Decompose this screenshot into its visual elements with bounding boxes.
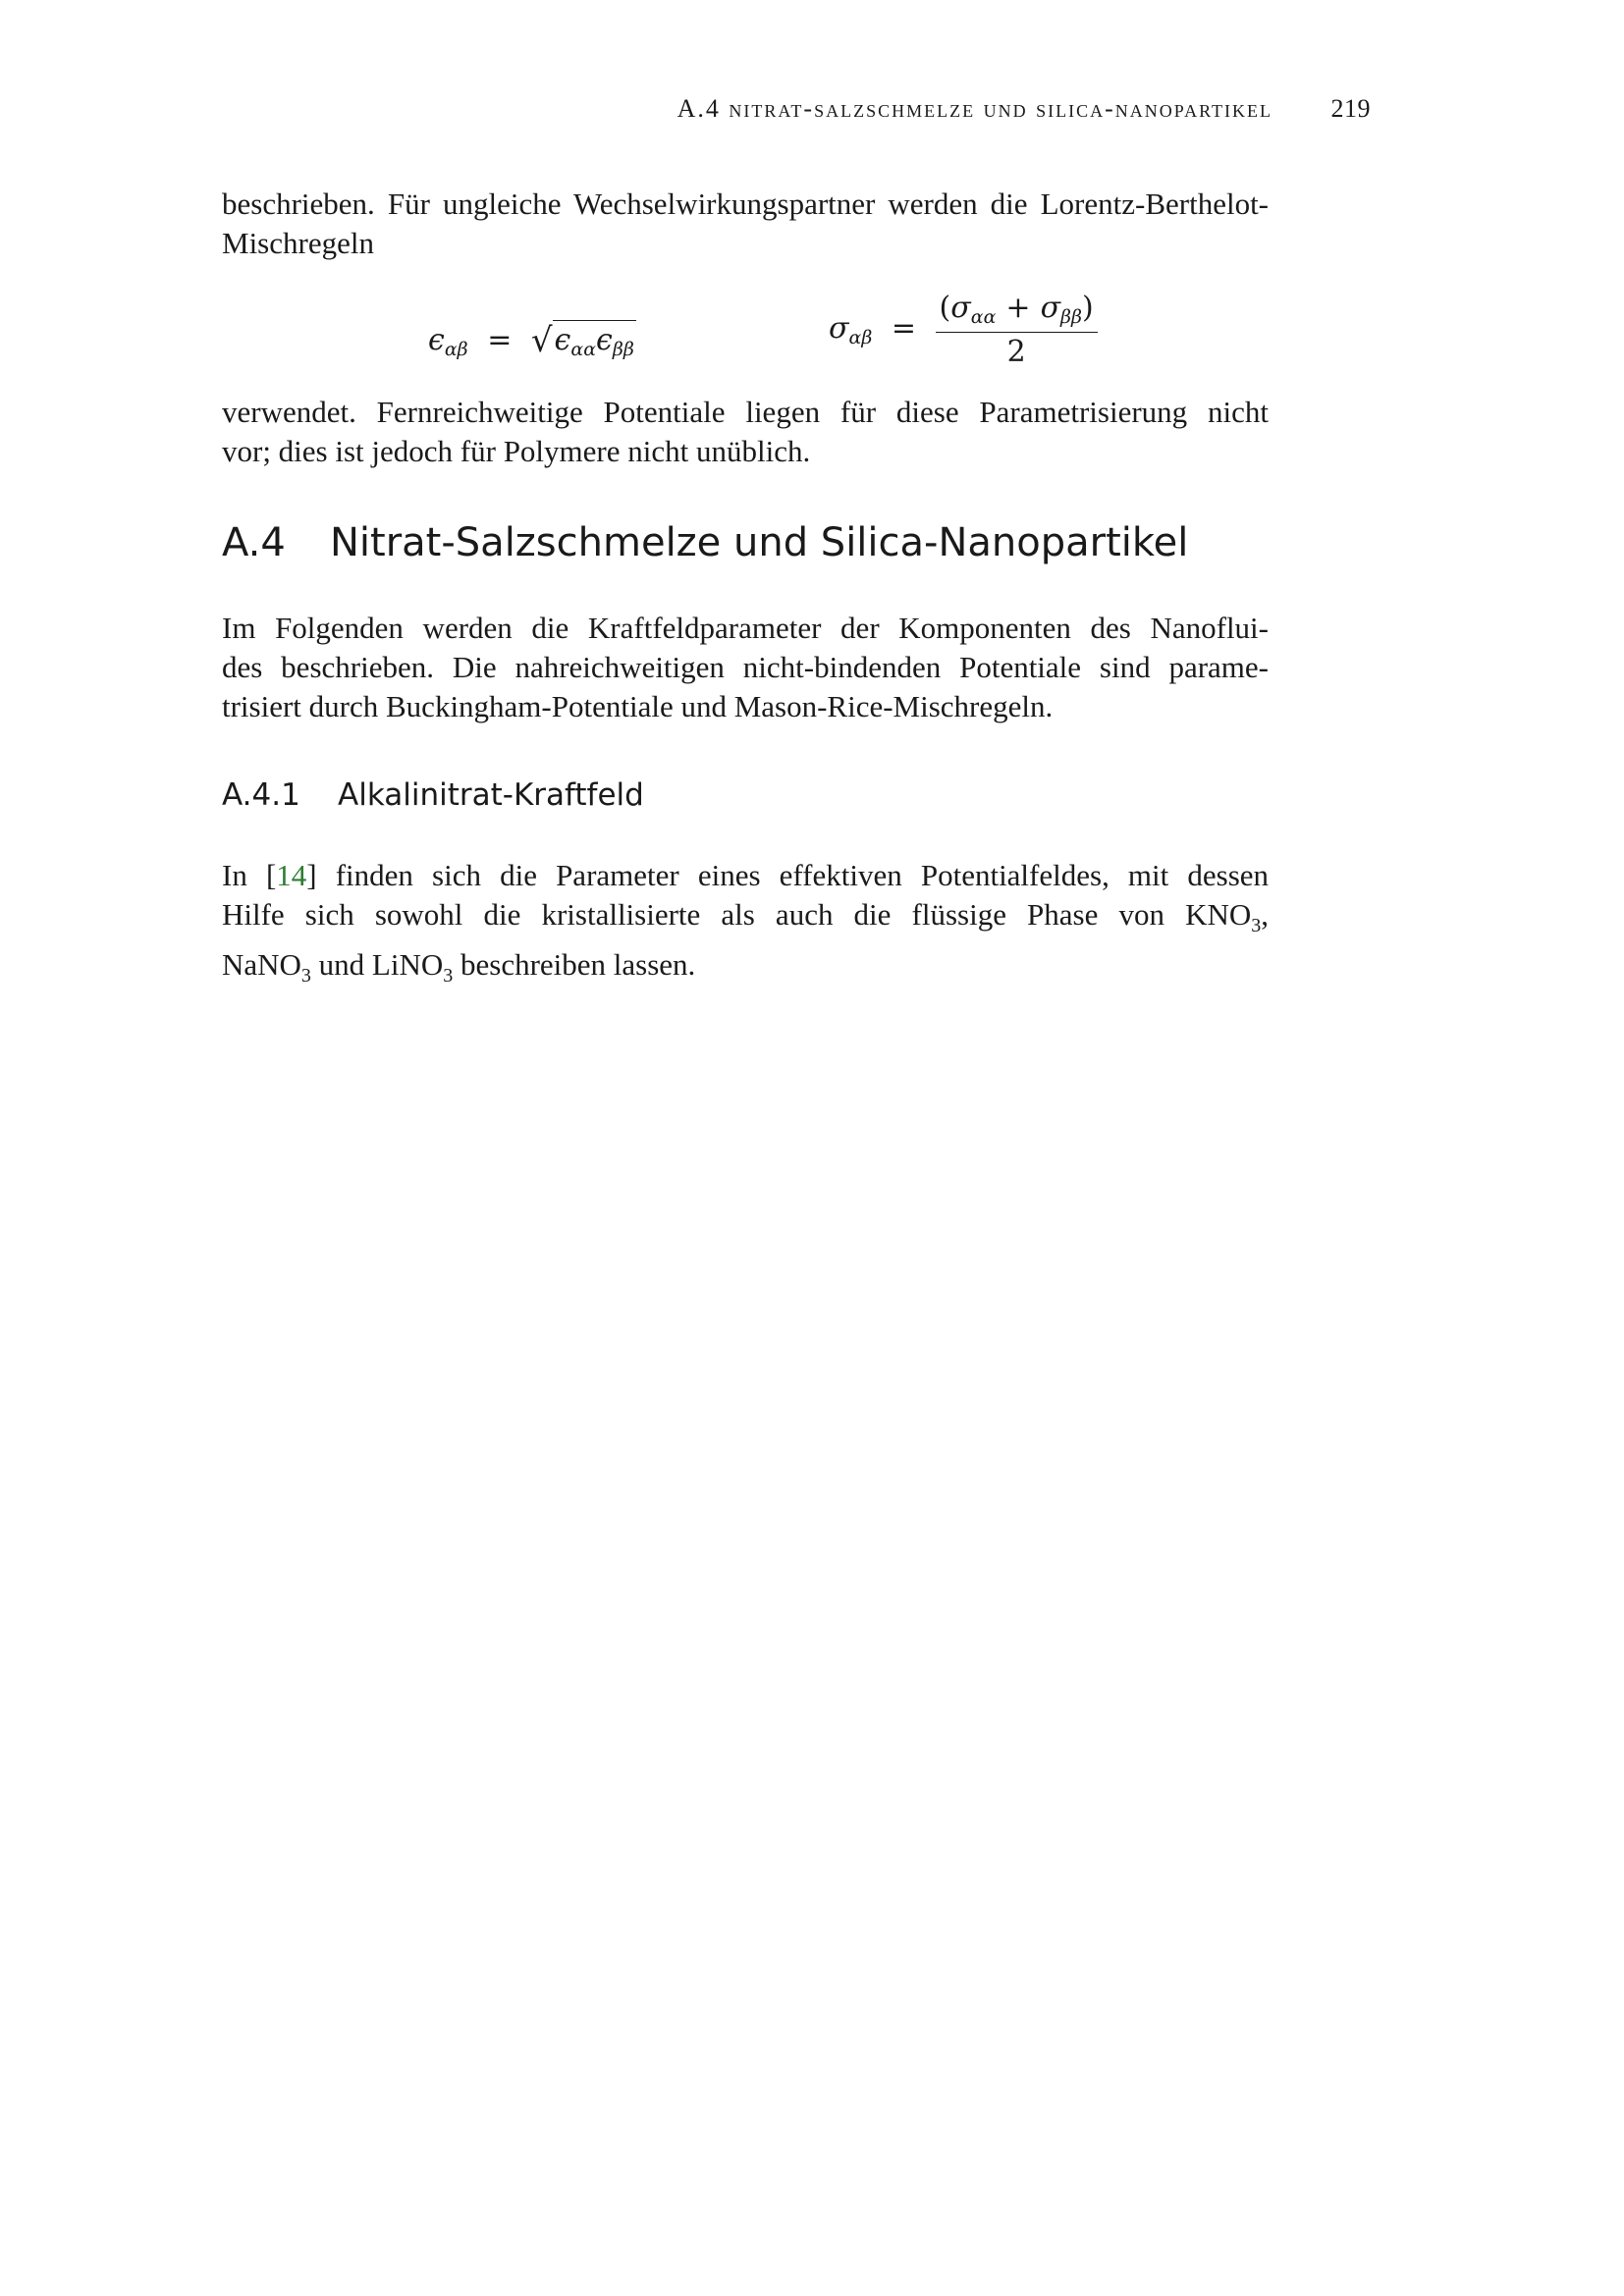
running-header-section-title: nitrat-salzschmelze und silica-nanopartikel	[729, 94, 1272, 123]
paragraph-3-line-2: des beschrieben. Die nahreichweitigen nicht-bindenden Potentiale sind parame-	[222, 650, 1269, 684]
eq1-radicand-a-sub: αα	[570, 339, 597, 360]
p4-l1-text-b: finden sich die Parameter eines effektiven Potentialfeldes, mit dessen	[335, 858, 1270, 892]
equation-block	[222, 291, 1269, 379]
eq2-num-a: σ	[950, 291, 971, 325]
eq1-sqrt	[531, 320, 636, 360]
paragraph-4-line-1	[222, 856, 1269, 895]
paragraph-1-line-2: Mischregeln	[222, 226, 374, 260]
subsection-title: Alkalinitrat-Kraftfeld	[338, 777, 644, 813]
eq2-num-b-sub: ββ	[1060, 306, 1083, 328]
sqrt-radical-icon: √	[530, 321, 553, 360]
eq2-fraction	[936, 291, 1098, 369]
equation-epsilon	[428, 320, 636, 360]
paragraph-2-line-2: vor; dies ist jedoch für Polymere nicht unüblich.	[222, 434, 811, 468]
section-heading	[222, 520, 1188, 565]
paragraph-3	[222, 609, 1269, 726]
paragraph-2	[222, 393, 1269, 471]
p4-l3-sub2: 3	[443, 965, 454, 987]
eq2-num-a-sub: αα	[970, 306, 997, 328]
p4-l3-nano: NaNO	[222, 947, 301, 982]
paragraph-4	[222, 856, 1269, 995]
eq2-numerator	[936, 291, 1098, 333]
running-header-title	[677, 94, 1272, 124]
running-header-section-number: A.4	[677, 94, 721, 123]
eq1-equals: =	[487, 323, 513, 357]
section-title: Nitrat-Salzschmelze und Silica-Nanopartikel	[330, 520, 1189, 565]
equation-sigma	[829, 291, 1098, 369]
p4-l2-text-a: Hilfe sich sowohl die kristallisierte als auch die flüssige Phase von KNO	[222, 897, 1252, 932]
eq1-lhs: ϵ	[428, 323, 445, 357]
eq2-paren-close: )	[1082, 291, 1094, 325]
eq2-denominator: 2	[1006, 335, 1026, 369]
citation-bracket-open: [	[265, 858, 277, 892]
p4-l3-rest: beschreiben lassen.	[460, 947, 696, 982]
eq1-radicand-a: ϵ	[554, 323, 571, 357]
eq2-lhs: σ	[829, 311, 849, 346]
paragraph-3-line-3: trisiert durch Buckingham-Potentiale und Mason-Rice-Mischregeln.	[222, 689, 1054, 723]
paragraph-2-line-1: verwendet. Fernreichweitige Potentiale liegen für diese Parametrisierung nicht	[222, 395, 1269, 429]
citation-link[interactable]: 14	[276, 858, 307, 892]
eq2-equals: =	[891, 311, 916, 346]
eq2-plus: +	[1005, 291, 1031, 325]
page-number: 219	[1330, 94, 1371, 123]
paragraph-1-line-1: beschrieben. Für ungleiche Wechselwirkungspartner werden die Lorentz-Berthelot-	[222, 187, 1269, 221]
paragraph-4-line-3	[222, 945, 1269, 995]
section-number: A.4	[222, 520, 286, 565]
eq1-radicand	[553, 320, 636, 360]
paragraph-1	[222, 185, 1269, 263]
p4-l1-text-a: In	[222, 858, 247, 892]
eq2-num-b: σ	[1040, 291, 1061, 325]
eq2-lhs-sub: αβ	[848, 327, 873, 348]
running-header	[222, 94, 1371, 133]
eq1-radicand-b-sub: ββ	[612, 339, 634, 360]
eq2-paren-open: (	[939, 291, 951, 325]
p4-l2-comma: ,	[1261, 897, 1269, 932]
p4-l3-lino: und LiNO	[318, 947, 444, 982]
p4-l2-sub: 3	[1251, 915, 1262, 936]
paragraph-4-line-2	[222, 895, 1269, 945]
p4-l3-sub1: 3	[300, 965, 311, 987]
subsection-heading	[222, 777, 644, 813]
paragraph-3-line-1: Im Folgenden werden die Kraftfeldparameter der Komponenten des Nanoflui-	[222, 611, 1269, 645]
eq1-lhs-sub: αβ	[444, 339, 468, 360]
eq1-radicand-b: ϵ	[596, 323, 613, 357]
subsection-number: A.4.1	[222, 777, 300, 813]
citation-bracket-close: ]	[306, 858, 317, 892]
